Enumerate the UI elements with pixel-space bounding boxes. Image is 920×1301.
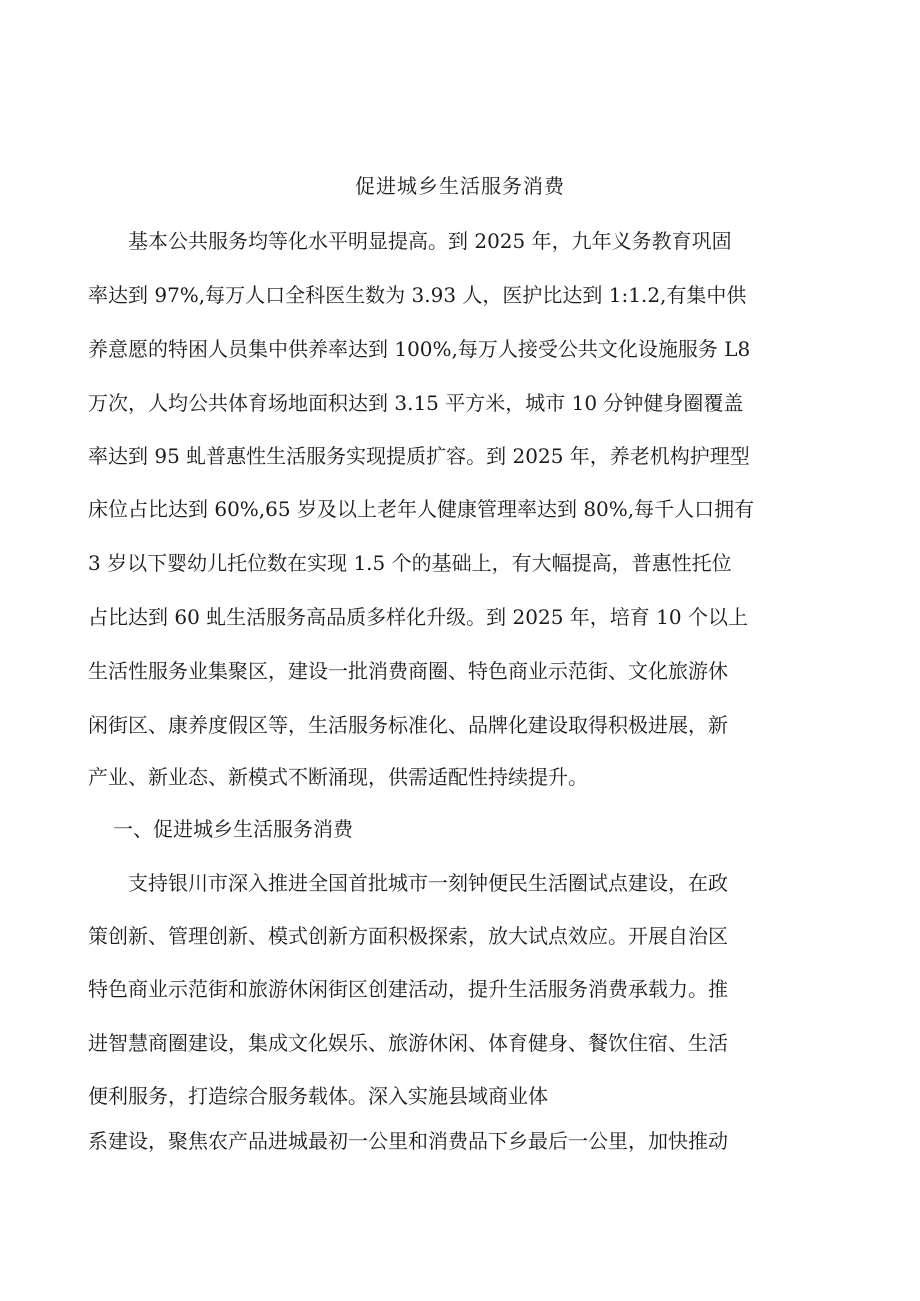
paragraph-line: 率达到 95 虬普惠性生活服务实现提质扩容。到 2025 年，养老机构护理型: [88, 444, 750, 468]
paragraph-line: 万次，人均公共体育场地面积达到 3.15 平方米，城市 10 分钟健身圈覆盖: [88, 391, 744, 415]
paragraph-line: 占比达到 60 虬生活服务高品质多样化升级。到 2025 年，培育 10 个以上: [88, 605, 748, 629]
paragraph-line: 3 岁以下婴幼儿托位数在实现 1.5 个的基础上，有大幅提高，普惠性托位: [88, 551, 732, 575]
paragraph-line: 养意愿的特困人员集中供养率达到 100%,每万人接受公共文化设施服务 L8: [88, 337, 751, 361]
paragraph-line: 支持银川市深入推进全国首批城市一刻钟便民生活圈试点建设，在政: [88, 871, 728, 895]
paragraph-line: 特色商业示范街和旅游休闲街区创建活动，提升生活服务消费承载力。推: [88, 977, 728, 1001]
section-heading: 一、促进城乡生活服务消费: [113, 817, 353, 841]
document-title: 促进城乡生活服务消费: [355, 174, 565, 198]
paragraph-line: 策创新、管理创新、模式创新方面积极探索，放大试点效应。开展自治区: [88, 924, 728, 948]
paragraph-line: 系建设，聚焦农产品进城最初一公里和消费品下乡最后一公里，加快推动: [88, 1129, 728, 1153]
paragraph-line: 闲街区、康养度假区等，生活服务标准化、品牌化建设取得积极进展，新: [88, 713, 728, 737]
paragraph-line: 率达到 97%,每万人口全科医生数为 3.93 人，医护比达到 1:1.2,有集中供: [88, 283, 747, 307]
paragraph-line: 产业、新业态、新模式不断涌现，供需适配性持续提升。: [88, 765, 588, 789]
paragraph-line: 便利服务，打造综合服务载体。深入实施县域商业体: [88, 1084, 548, 1108]
paragraph-line: 生活性服务业集聚区，建设一批消费商圈、特色商业示范街、文化旅游休: [88, 659, 728, 683]
paragraph-line: 基本公共服务均等化水平明显提高。到 2025 年，九年义务教育巩固: [88, 229, 732, 253]
paragraph-line: 床位占比达到 60%,65 岁及以上老年人健康管理率达到 80%,每千人口拥有: [88, 497, 755, 521]
paragraph-line: 进智慧商圈建设，集成文化娱乐、旅游休闲、体育健身、餐饮住宿、生活: [88, 1031, 728, 1055]
